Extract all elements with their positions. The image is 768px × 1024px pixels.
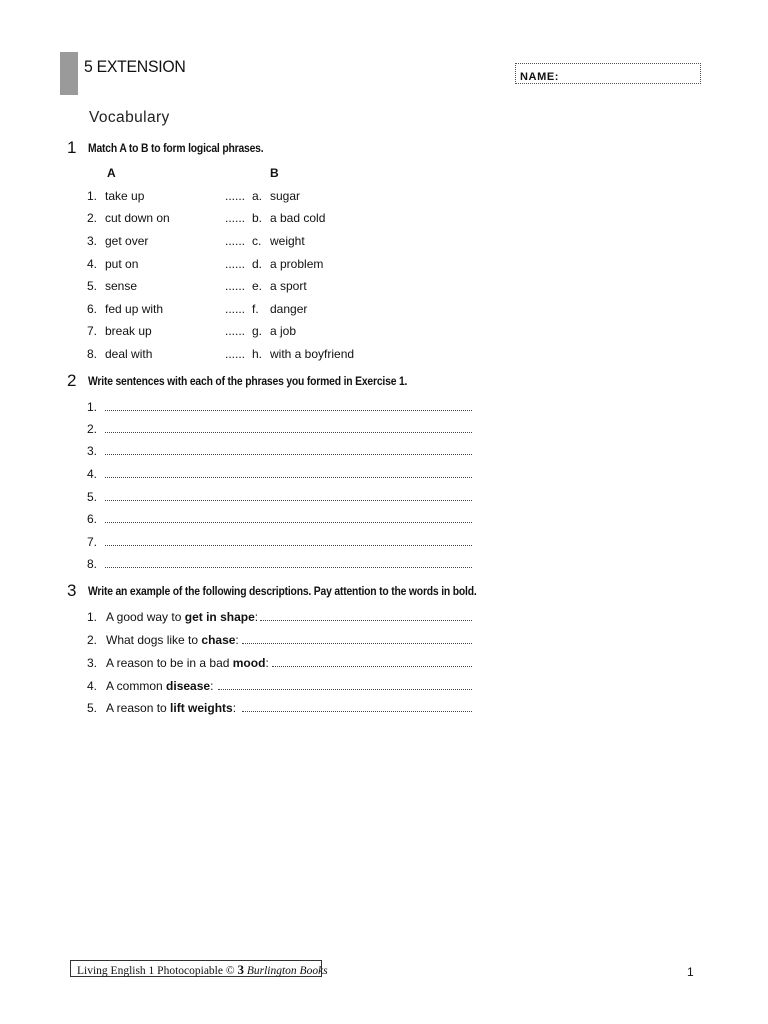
sentence-line-number: 6. [87, 512, 98, 526]
description-colon: : [210, 679, 214, 693]
sentence-line-number: 8. [87, 557, 98, 571]
unit-side-bar [60, 52, 78, 95]
exercise-3-instruction: Write an example of the following descriptions. Pay attention to the words in bold. [88, 586, 477, 598]
match-row-letter: b. [252, 211, 263, 225]
sentence-line-number: 3. [87, 444, 98, 458]
match-row-letter: c. [252, 234, 262, 248]
match-row-number: 1. [87, 189, 98, 203]
sentence-line-number: 7. [87, 535, 98, 549]
description-text: A common [106, 679, 167, 693]
description-prompt [106, 679, 213, 693]
sentence-answer-line[interactable] [105, 454, 472, 455]
description-prompt [106, 701, 236, 715]
sentence-line-number: 5. [87, 490, 98, 504]
match-row-letter: h. [252, 347, 263, 361]
description-prompt [106, 656, 269, 670]
match-row-option: with a boyfriend [270, 347, 355, 361]
match-row-option: a job [270, 324, 297, 338]
match-row-phrase: break up [105, 324, 152, 338]
column-b-heading: B [270, 166, 279, 180]
footer-text: Living English 1 Photocopiable © [77, 965, 238, 977]
exercise-2-instruction: Write sentences with each of the phrases you formed in Exercise 1. [88, 376, 408, 388]
footer-copyright [70, 960, 328, 977]
match-row-number: 6. [87, 302, 98, 316]
match-row-number: 8. [87, 347, 98, 361]
description-number: 3. [87, 656, 98, 670]
match-row-number: 7. [87, 324, 98, 338]
name-field[interactable] [515, 63, 701, 84]
description-colon: : [254, 610, 259, 624]
sentence-answer-line[interactable] [105, 545, 472, 546]
match-row-letter: g. [252, 324, 263, 338]
match-answer-blank[interactable]: ...... [225, 189, 246, 203]
match-row-phrase: take up [105, 189, 145, 203]
sentence-answer-line[interactable] [105, 500, 472, 501]
match-row-option: danger [270, 302, 308, 316]
section-heading: Vocabulary [89, 109, 170, 126]
match-row-phrase: fed up with [105, 302, 164, 316]
page-number: 1 [687, 965, 694, 979]
exercise-3-number: 3 [67, 581, 77, 600]
match-answer-blank[interactable]: ...... [225, 302, 246, 316]
description-number: 5. [87, 701, 98, 715]
publisher-logo: 3 [237, 962, 244, 977]
match-row-option: a problem [270, 257, 324, 271]
sentence-line-number: 4. [87, 467, 98, 481]
match-row-letter: a. [252, 189, 263, 203]
match-row-number: 2. [87, 211, 98, 225]
description-keyword: chase [201, 633, 236, 647]
description-colon: : [235, 633, 239, 647]
match-answer-blank[interactable]: ...... [225, 211, 246, 225]
exercise-2-number: 2 [67, 371, 77, 390]
match-row-number: 5. [87, 279, 98, 293]
description-keyword: get in shape [184, 610, 255, 624]
match-row-phrase: put on [105, 257, 139, 271]
description-text: A reason to [106, 701, 171, 715]
sentence-line-number: 2. [87, 422, 98, 436]
match-answer-blank[interactable]: ...... [225, 324, 246, 338]
match-row-option: a sport [270, 279, 307, 293]
description-prompt [106, 633, 239, 647]
sentence-line-number: 1. [87, 400, 98, 414]
exercise-1-instruction: Match A to B to form logical phrases. [88, 143, 264, 155]
sentence-answer-line[interactable] [105, 477, 472, 478]
description-answer-line[interactable] [260, 620, 472, 621]
sentence-answer-line[interactable] [105, 567, 472, 568]
description-keyword: disease [166, 679, 211, 693]
description-text: What dogs like to [106, 633, 202, 647]
description-answer-line[interactable] [272, 666, 472, 667]
exercise-1-number: 1 [67, 138, 77, 157]
sentence-answer-line[interactable] [105, 410, 472, 411]
match-row-option: a bad cold [270, 211, 326, 225]
match-row-letter: e. [252, 279, 263, 293]
description-number: 2. [87, 633, 98, 647]
unit-title: 5 EXTENSION [84, 57, 186, 76]
description-text: A reason to be in a bad [106, 656, 233, 670]
description-answer-line[interactable] [242, 643, 472, 644]
match-answer-blank[interactable]: ...... [225, 347, 246, 361]
column-a-heading: A [107, 166, 116, 180]
match-row-number: 4. [87, 257, 98, 271]
match-answer-blank[interactable]: ...... [225, 257, 246, 271]
name-label: NAME: [520, 71, 560, 83]
match-row-phrase: get over [105, 234, 149, 248]
match-answer-blank[interactable]: ...... [225, 279, 246, 293]
match-row-phrase: sense [105, 279, 138, 293]
description-colon: : [265, 656, 269, 670]
match-row-option: weight [270, 234, 305, 248]
match-row-letter: f. [252, 302, 259, 316]
match-row-option: sugar [270, 189, 301, 203]
sentence-answer-line[interactable] [105, 522, 472, 523]
description-number: 4. [87, 679, 98, 693]
match-row-letter: d. [252, 257, 263, 271]
description-prompt [106, 610, 258, 624]
match-answer-blank[interactable]: ...... [225, 234, 246, 248]
description-keyword: mood [232, 656, 266, 670]
description-keyword: lift weights [170, 701, 233, 715]
description-text: A good way to [106, 610, 185, 624]
sentence-answer-line[interactable] [105, 432, 472, 433]
description-colon: : [232, 701, 237, 715]
publisher-name: Burlington Books [243, 965, 328, 977]
description-answer-line[interactable] [242, 711, 472, 712]
match-row-number: 3. [87, 234, 98, 248]
description-answer-line[interactable] [218, 689, 472, 690]
description-number: 1. [87, 610, 98, 624]
match-row-phrase: cut down on [105, 211, 170, 225]
match-row-phrase: deal with [105, 347, 153, 361]
